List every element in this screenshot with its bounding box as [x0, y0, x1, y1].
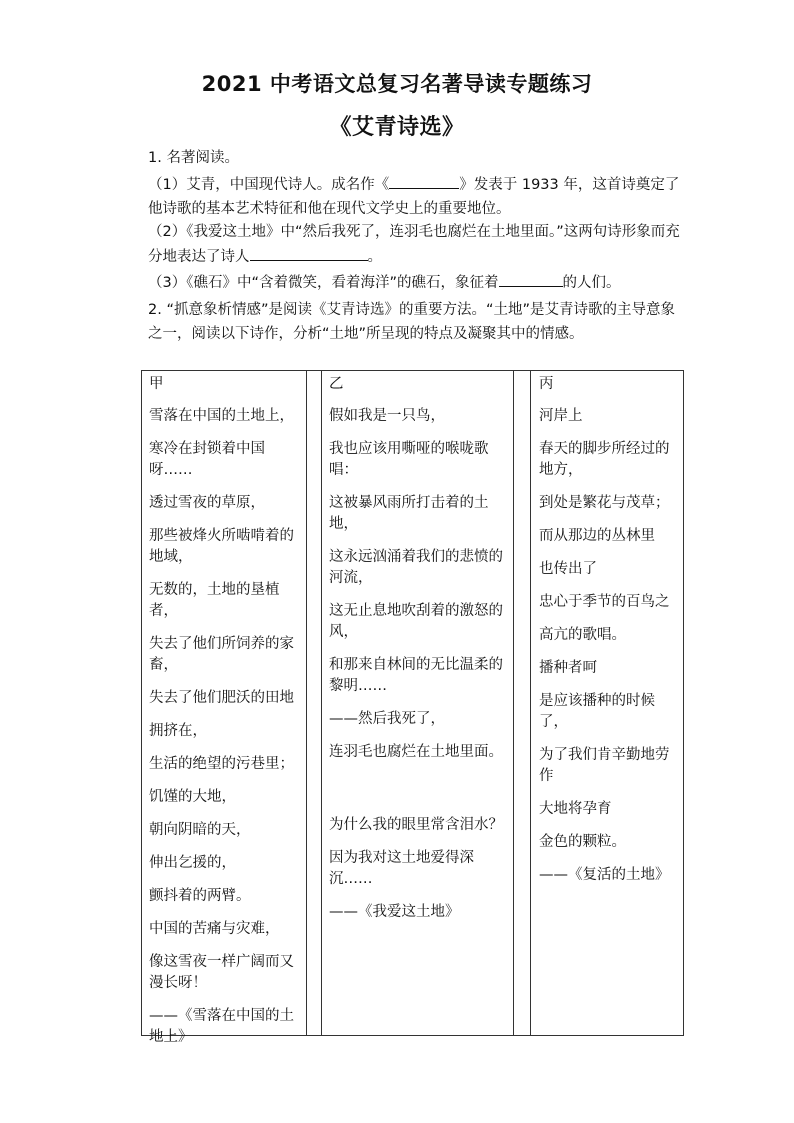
poem-line: 失去了他们肥沃的田地	[149, 690, 294, 706]
poem-line: 生活的绝望的污巷里；	[149, 756, 294, 772]
poem-line: 春天的脚步所经过的地方，	[539, 441, 670, 478]
poem-line: 我也应该用嘶哑的喉咙歌唱：	[329, 441, 489, 478]
table-divider	[306, 371, 307, 1035]
table-divider	[513, 371, 514, 1035]
poem-line: 这无止息地吹刮着的激怒的风，	[329, 603, 503, 640]
poem-line: 是应该播种的时候了，	[539, 693, 655, 730]
column-header: 甲	[149, 376, 164, 392]
question-1-3	[148, 270, 688, 295]
poem-column-jia	[149, 374, 301, 1060]
answer-blank-1[interactable]	[389, 172, 459, 189]
poem-line: 雪落在中国的土地上，	[149, 408, 294, 424]
question-1-2-text-a: （2）《我爱这土地》中“然后我死了，连羽毛也腐烂在土地里面。”这两句诗形象而充分地表达了诗人	[148, 224, 680, 265]
poem-line: 透过雪夜的草原，	[149, 495, 265, 511]
poem-line: 为什么我的眼里常含泪水？	[329, 817, 503, 833]
poem-line: 因为我对这土地爱得深沉……	[329, 850, 474, 887]
poem-line: 颤抖着的两臂。	[149, 888, 251, 904]
poem-line: 这永远汹涌着我们的悲愤的河流，	[329, 549, 503, 586]
poem-line: 也传出了	[539, 561, 597, 577]
poem-source: ——《复活的土地》	[539, 867, 670, 883]
poem-line: 大地将孕育	[539, 801, 612, 817]
table-divider	[321, 371, 322, 1035]
poem-line: 拥挤在，	[149, 723, 207, 739]
question-1-1	[148, 172, 688, 221]
poem-line: 朝向阴暗的天，	[149, 822, 251, 838]
question-1-1-text-b: 》发表于 1933 年，这首诗奠定了他诗歌的基本艺术特征和他在现代文学史上的重要地位。	[148, 177, 680, 217]
question-1-3-text-a: （3）《礁石》中“含着微笑，看着海洋”的礁石，象征着	[148, 275, 499, 291]
poem-line: 无数的，土地的垦植者，	[149, 582, 280, 619]
poem-line: 伸出乞援的，	[149, 855, 236, 871]
poem-line: 和那来自林间的无比温柔的黎明……	[329, 657, 503, 694]
document-title: 2021 中考语文总复习名著导读专题练习	[201, 72, 593, 96]
question-1-2	[148, 220, 688, 269]
poem-line: 失去了他们所饲养的家畜，	[149, 636, 294, 673]
poem-line: 而从那边的丛林里	[539, 528, 655, 544]
question-2: 2. “抓意象析情感”是阅读《艾青诗选》的重要方法。“土地”是艾青诗歌的主导意象之一，阅读以下诗作，分析“土地”所呈现的特点及凝聚其中的情感。	[148, 302, 675, 342]
poem-line: 忠心于季节的百鸟之	[539, 594, 670, 610]
stanza-gap	[329, 775, 513, 815]
column-header: 乙	[329, 376, 344, 392]
poem-line: 到处是繁花与茂草；	[539, 495, 670, 511]
poem-column-bing	[539, 374, 673, 898]
poem-line: 连羽毛也腐烂在土地里面。	[329, 744, 503, 760]
poem-source: ——《我爱这土地》	[329, 904, 460, 920]
question-1-1-text-a: （1）艾青，中国现代诗人。成名作《	[148, 177, 390, 193]
document-subtitle: 《艾青诗选》	[329, 115, 465, 140]
poem-source: ——《雪落在中国的土地上》	[149, 1008, 294, 1045]
table-divider	[530, 371, 531, 1035]
poem-table	[141, 370, 684, 1045]
answer-blank-2[interactable]	[250, 244, 368, 261]
poem-line: 寒冷在封锁着中国呀……	[149, 441, 265, 478]
poem-column-yi	[329, 374, 513, 935]
poem-line: 假如我是一只鸟，	[329, 408, 445, 424]
poem-line: 中国的苦痛与灾难，	[149, 921, 280, 937]
poem-line: 像这雪夜一样广阔而又漫长呀！	[149, 954, 294, 991]
poem-line: 那些被烽火所啮啃着的地域，	[149, 528, 294, 565]
question-1: 1. 名著阅读。	[148, 150, 239, 166]
poem-line: 播种者呵	[539, 660, 597, 676]
question-1-3-text-b: 的人们。	[562, 275, 621, 291]
question-1-2-text-b: 。	[367, 249, 382, 265]
column-header: 丙	[539, 376, 554, 392]
poem-line: 河岸上	[539, 408, 583, 424]
poem-line: 为了我们肯辛勤地劳作	[539, 747, 670, 784]
poem-line: 高亢的歌唱。	[539, 627, 626, 643]
answer-blank-3[interactable]	[499, 270, 563, 287]
poem-line: 饥馑的大地，	[149, 789, 236, 805]
poem-line: ——然后我死了，	[329, 711, 445, 727]
poem-line: 金色的颗粒。	[539, 834, 626, 850]
poem-line: 这被暴风雨所打击着的土地，	[329, 495, 489, 532]
